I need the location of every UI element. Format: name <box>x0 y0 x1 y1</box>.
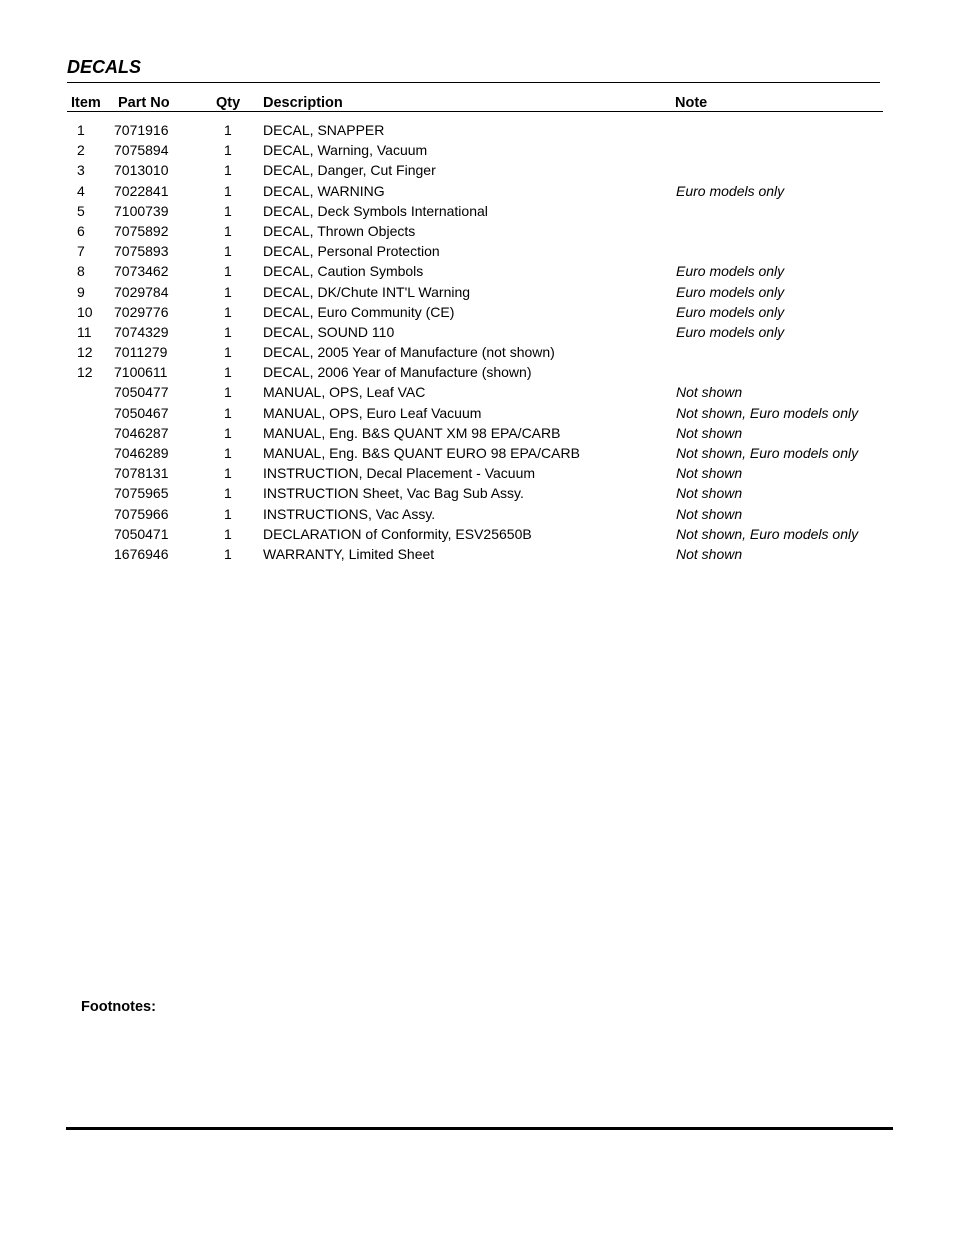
qty-cell: 1 <box>224 384 232 401</box>
qty-cell: 1 <box>224 344 232 361</box>
part-no-cell: 7073462 <box>114 263 169 280</box>
parts-table-body <box>0 120 954 564</box>
title-divider <box>67 82 880 83</box>
footnotes-label: Footnotes: <box>81 999 156 1015</box>
part-no-cell: 7100611 <box>114 364 168 381</box>
part-no-cell: 7011279 <box>114 344 168 361</box>
table-row <box>0 362 954 382</box>
part-no-cell: 7075893 <box>114 243 169 260</box>
table-row <box>0 282 954 302</box>
description-cell: DECAL, Warning, Vacuum <box>263 142 428 159</box>
note-cell: Not shown <box>676 545 743 562</box>
qty-cell: 1 <box>224 243 232 260</box>
part-no-cell: 7075966 <box>114 505 169 522</box>
column-header-note: Note <box>675 95 708 111</box>
qty-cell: 1 <box>224 465 232 482</box>
table-row <box>0 423 954 443</box>
item-cell: 10 <box>77 303 93 320</box>
qty-cell: 1 <box>224 525 232 542</box>
qty-cell: 1 <box>224 445 232 461</box>
table-row <box>0 221 954 241</box>
column-header-description: Description <box>263 95 343 111</box>
column-header-qty: Qty <box>216 95 241 111</box>
note-cell: Euro models only <box>676 323 785 340</box>
header-divider <box>67 111 883 112</box>
qty-cell: 1 <box>224 303 232 320</box>
note-cell: Not shown, Euro models only <box>676 445 859 461</box>
table-row <box>0 483 954 503</box>
item-cell: 1 <box>77 122 85 138</box>
item-cell: 4 <box>77 182 85 199</box>
table-row <box>0 382 954 402</box>
qty-cell: 1 <box>224 142 232 159</box>
table-row <box>0 140 954 160</box>
table-row <box>0 261 954 281</box>
qty-cell: 1 <box>224 364 232 381</box>
note-cell: Not shown <box>676 424 743 441</box>
part-no-cell: 7029776 <box>114 303 169 320</box>
description-cell: DECAL, WARNING <box>263 182 385 199</box>
qty-cell: 1 <box>224 424 232 441</box>
description-cell: DECAL, SNAPPER <box>263 122 385 138</box>
table-row <box>0 241 954 261</box>
note-cell: Not shown, Euro models only <box>676 404 859 421</box>
table-row <box>0 181 954 201</box>
qty-cell: 1 <box>224 162 232 179</box>
part-no-cell: 7050477 <box>114 384 169 401</box>
table-row <box>0 322 954 342</box>
part-no-cell: 7071916 <box>114 122 169 138</box>
description-cell: MANUAL, Eng. B&S QUANT EURO 98 EPA/CARB <box>263 445 580 461</box>
item-cell: 6 <box>77 222 85 239</box>
item-cell: 7 <box>77 243 85 260</box>
part-no-cell: 7029784 <box>114 283 169 300</box>
table-row <box>0 160 954 180</box>
part-no-cell: 7074329 <box>114 323 169 340</box>
table-row <box>0 544 954 564</box>
column-header-part-no: Part No <box>118 95 170 111</box>
table-row <box>0 201 954 221</box>
qty-cell: 1 <box>224 222 232 239</box>
item-cell: 5 <box>77 202 85 219</box>
item-cell: 12 <box>77 344 93 361</box>
note-cell: Not shown <box>676 505 743 522</box>
qty-cell: 1 <box>224 182 232 199</box>
description-cell: DECAL, 2006 Year of Manufacture (shown) <box>263 364 532 381</box>
page-title: DECALS <box>67 57 142 77</box>
qty-cell: 1 <box>224 283 232 300</box>
part-no-cell: 7022841 <box>114 182 169 199</box>
description-cell: INSTRUCTIONS, Vac Assy. <box>263 505 436 522</box>
qty-cell: 1 <box>224 404 232 421</box>
qty-cell: 1 <box>224 202 232 219</box>
note-cell: Not shown <box>676 465 743 482</box>
description-cell: DECAL, 2005 Year of Manufacture (not shown) <box>263 344 555 361</box>
table-row <box>0 463 954 483</box>
item-cell: 2 <box>77 142 85 159</box>
item-cell: 3 <box>77 162 85 179</box>
part-no-cell: 7075965 <box>114 485 169 502</box>
item-cell: 8 <box>77 263 85 280</box>
table-row <box>0 342 954 362</box>
table-row <box>0 120 954 140</box>
description-cell: DECAL, DK/Chute INT'L Warning <box>263 283 471 300</box>
description-cell: DECAL, Euro Community (CE) <box>263 303 455 320</box>
part-no-cell: 1676946 <box>114 545 169 562</box>
qty-cell: 1 <box>224 323 232 340</box>
qty-cell: 1 <box>224 505 232 522</box>
qty-cell: 1 <box>224 263 232 280</box>
table-row <box>0 443 954 463</box>
description-cell: DECAL, Caution Symbols <box>263 263 424 280</box>
description-cell: DECAL, Danger, Cut Finger <box>263 162 436 179</box>
description-cell: DECAL, Personal Protection <box>263 243 440 260</box>
part-no-cell: 7050471 <box>114 525 169 542</box>
qty-cell: 1 <box>224 122 232 138</box>
note-cell: Euro models only <box>676 263 785 280</box>
table-row <box>0 504 954 524</box>
note-cell: Euro models only <box>676 283 785 300</box>
part-no-cell: 7078131 <box>114 465 169 482</box>
description-cell: DECAL, SOUND 110 <box>263 323 395 340</box>
part-no-cell: 7075892 <box>114 222 169 239</box>
part-no-cell: 7013010 <box>114 162 169 179</box>
part-no-cell: 7050467 <box>114 404 169 421</box>
qty-cell: 1 <box>224 545 232 562</box>
table-row <box>0 524 954 544</box>
description-cell: MANUAL, Eng. B&S QUANT XM 98 EPA/CARB <box>263 424 561 441</box>
table-row <box>0 403 954 423</box>
part-no-cell: 7046287 <box>114 424 169 441</box>
description-cell: DECAL, Thrown Objects <box>263 222 416 239</box>
note-cell: Euro models only <box>676 303 785 320</box>
part-no-cell: 7100739 <box>114 202 169 219</box>
description-cell: DECAL, Deck Symbols International <box>263 202 488 219</box>
note-cell: Not shown <box>676 485 743 502</box>
description-cell: MANUAL, OPS, Leaf VAC <box>263 384 426 401</box>
description-cell: WARRANTY, Limited Sheet <box>263 545 435 562</box>
part-no-cell: 7075894 <box>114 142 169 159</box>
note-cell: Not shown <box>676 384 743 401</box>
page-bottom-divider <box>66 1127 893 1130</box>
description-cell: DECLARATION of Conformity, ESV25650B <box>263 525 532 542</box>
item-cell: 11 <box>77 323 92 340</box>
note-cell: Not shown, Euro models only <box>676 525 859 542</box>
part-no-cell: 7046289 <box>114 445 169 461</box>
table-row <box>0 302 954 322</box>
description-cell: INSTRUCTION, Decal Placement - Vacuum <box>263 465 536 482</box>
item-cell: 12 <box>77 364 93 381</box>
description-cell: MANUAL, OPS, Euro Leaf Vacuum <box>263 404 482 421</box>
note-cell: Euro models only <box>676 182 785 199</box>
column-header-item: Item <box>71 95 101 111</box>
item-cell: 9 <box>77 283 85 300</box>
qty-cell: 1 <box>224 485 232 502</box>
description-cell: INSTRUCTION Sheet, Vac Bag Sub Assy. <box>263 485 524 502</box>
